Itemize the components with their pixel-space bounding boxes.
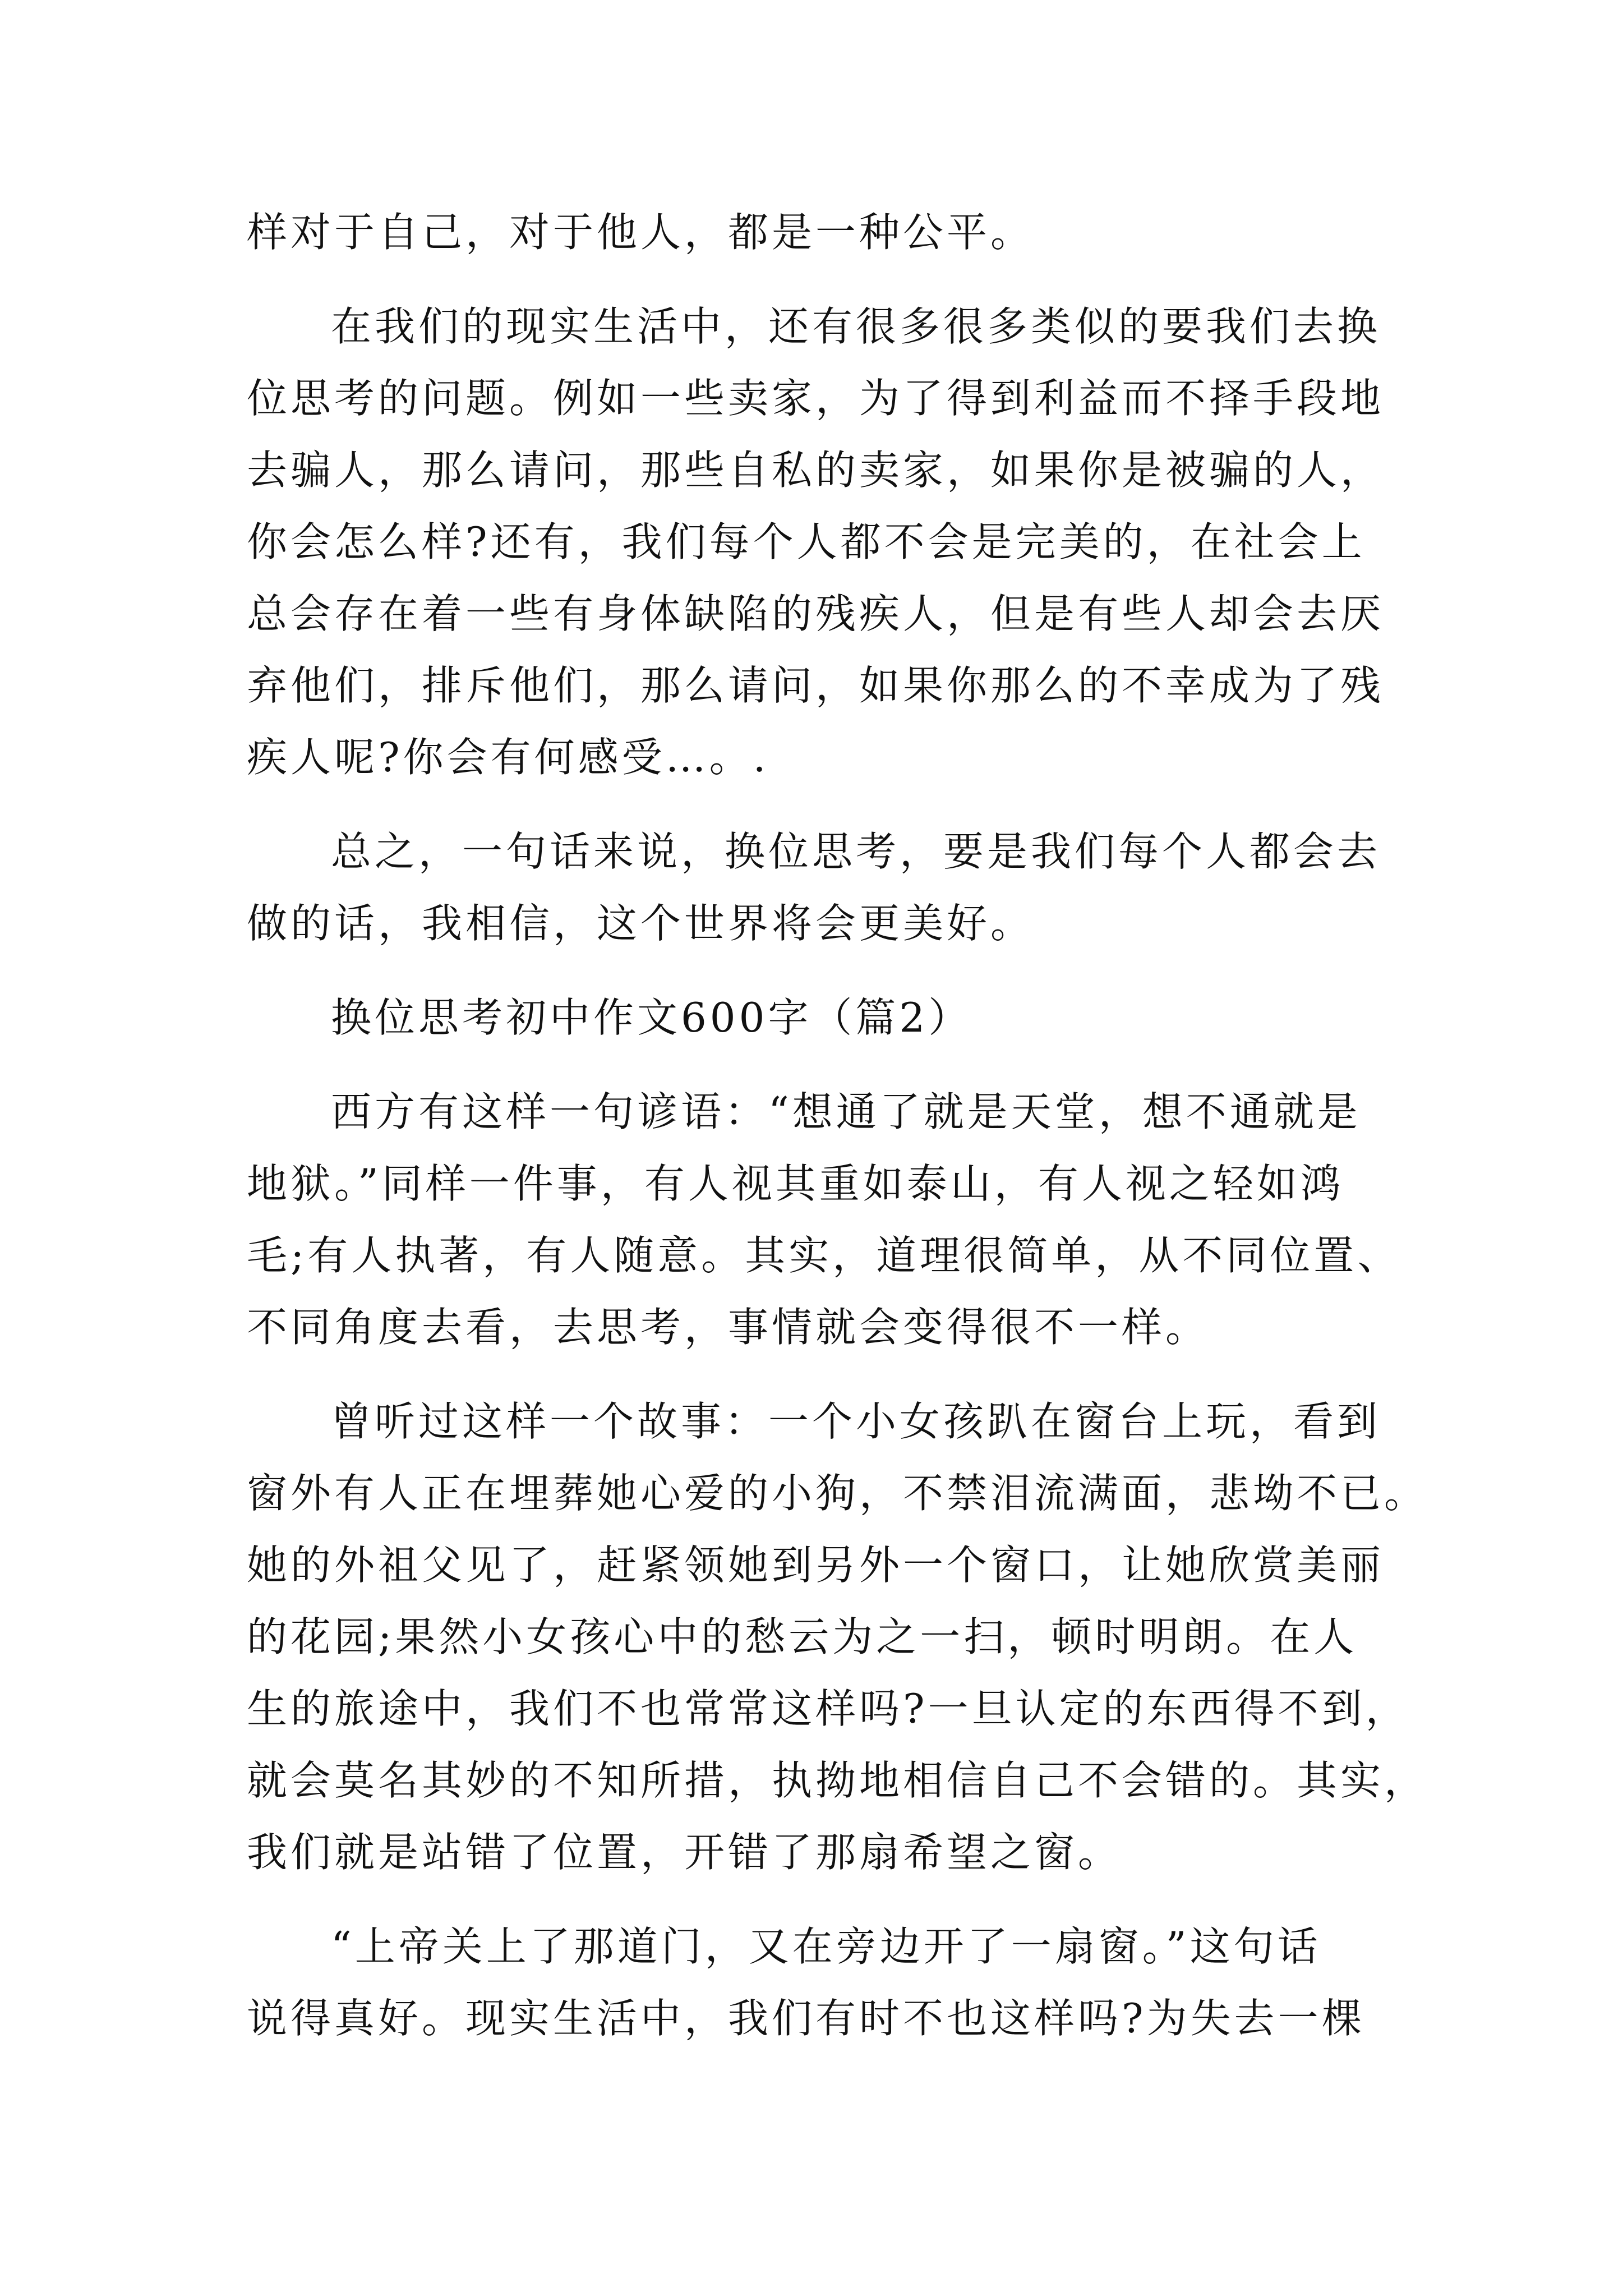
text-line: 总会存在着一些有身体缺陷的残疾人，但是有些人却会去厌 [247, 590, 1385, 637]
section-heading: 换位思考初中作文600字（篇2） [331, 994, 972, 1041]
text-line: 你会怎么样?还有，我们每个人都不会是完美的，在社会上 [247, 518, 1366, 565]
text-line: 做的话，我相信，这个世界将会更美好。 [247, 900, 1035, 947]
paragraph-start-line: 曾听过这样一个故事：一个小女孩趴在窗台上玩，看到 [331, 1398, 1381, 1445]
text-line: 她的外祖父见了，赶紧领她到另外一个窗口，让她欣赏美丽 [247, 1542, 1385, 1589]
paragraph-start-line: 在我们的现实生活中，还有很多很多类似的要我们去换 [331, 303, 1381, 350]
paragraph-start-line: 西方有这样一句谚语：“想通了就是天堂，想不通就是 [331, 1088, 1361, 1135]
text-line: 疾人呢?你会有何感受…。. [247, 734, 769, 781]
text-line: 去骗人，那么请问，那些自私的卖家，如果你是被骗的人， [247, 447, 1385, 494]
paragraph-start-line: 总之，一句话来说，换位思考，要是我们每个人都会去 [331, 828, 1381, 875]
document-body [247, 196, 1428, 2054]
text-line: 我们就是站错了位置，开错了那扇希望之窗。 [247, 1829, 1122, 1876]
text-line: 窗外有人正在埋葬她心爱的小狗，不禁泪流满面，悲坳不已。 [247, 1470, 1428, 1517]
paragraph-start-line: “上帝关上了那道门，又在旁边开了一扇窗。”这句话 [331, 1923, 1321, 1970]
text-line: 弃他们，排斥他们，那么请问，如果你那么的不幸成为了残 [247, 662, 1385, 709]
text-line: 说得真好。现实生活中，我们有时不也这样吗?为失去一棵 [247, 1995, 1366, 2042]
text-line: 生的旅途中，我们不也常常这样吗?一旦认定的东西得不到， [247, 1685, 1409, 1732]
text-line: 就会莫名其妙的不知所措，执拗地相信自己不会错的。其实， [247, 1757, 1428, 1804]
text-line: 位思考的问题。例如一些卖家，为了得到利益而不择手段地 [247, 375, 1385, 422]
text-line: 不同角度去看，去思考，事情就会变得很不一样。 [247, 1304, 1210, 1351]
text-line: 的花园;果然小女孩心中的愁云为之一扫，顿时明朗。在人 [247, 1613, 1358, 1660]
text-line: 样对于自己，对于他人，都是一种公平。 [247, 209, 1035, 256]
text-line: 地狱。”同样一件事，有人视其重如泰山，有人视之轻如鸿 [247, 1160, 1344, 1207]
text-line: 毛;有人执著，有人随意。其实，道理很简单，从不同位置、 [247, 1232, 1401, 1279]
